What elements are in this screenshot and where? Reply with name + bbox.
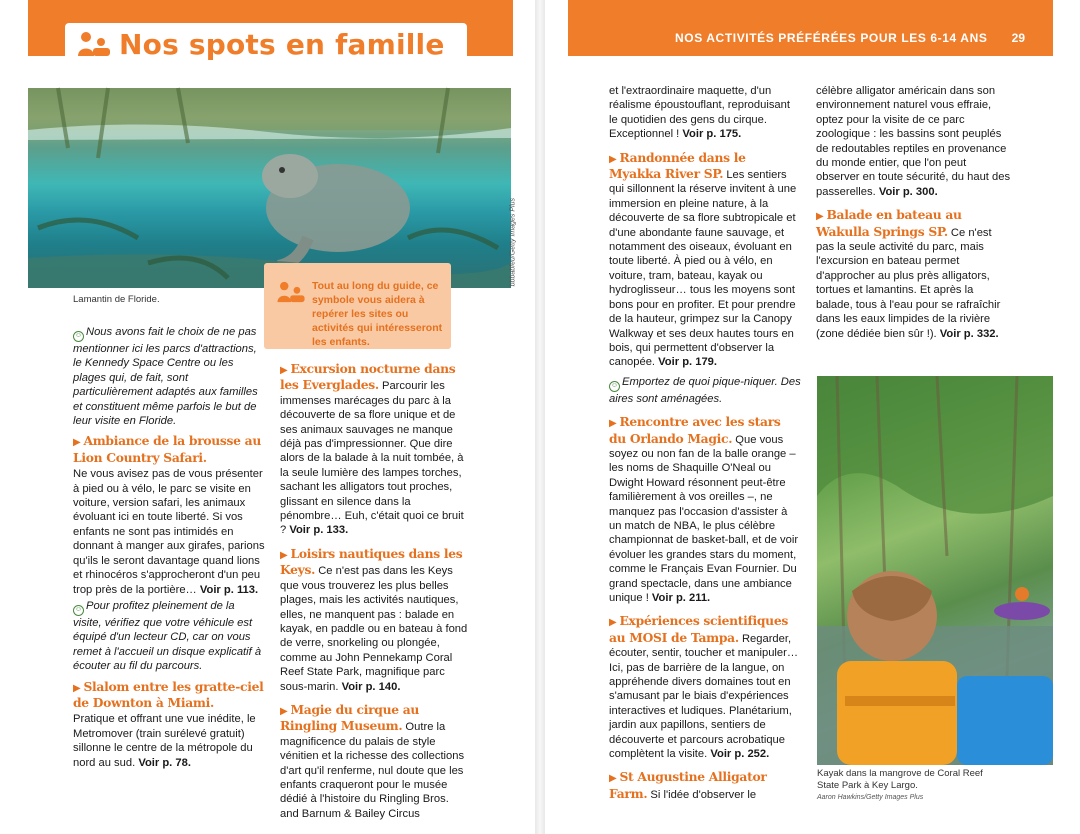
tip-text: Emportez de quoi pique-niquer. Des aires sont aménagées. xyxy=(609,375,801,405)
page-ref: Voir p. 113. xyxy=(199,583,259,596)
photo-credit: bbbabfeu/Getty Images Plus xyxy=(509,198,516,287)
kayak-photo xyxy=(817,376,1053,765)
page-title: Nos spots en famille xyxy=(119,27,445,61)
callout-box xyxy=(264,263,451,349)
section-heading: Excursion nocturne dans les Everglades. xyxy=(280,361,456,393)
section-heading: Balade en bateau au Wakulla Springs SP. xyxy=(816,207,962,239)
photo-caption: Lamantin de Floride. xyxy=(73,294,160,305)
section-body: célèbre alligator américain dans son environnement naturel vous effraie, optez pour la visite de ce parc zoologique : les bassins sont peuplés de redoutables reptiles en provenance du monde entier, que l'on peut observer en toute sécurité, du haut des passerelles. xyxy=(816,85,1011,198)
page-gutter xyxy=(535,0,545,834)
bullet-arrow-icon: ▶ xyxy=(280,705,291,717)
bullet-arrow-icon: ▶ xyxy=(280,365,291,376)
bullet-arrow-icon: ▶ xyxy=(609,418,620,430)
kayak-illustration xyxy=(817,376,1053,765)
section-heading: Ambiance de la brousse au Lion Country Safari. xyxy=(73,433,261,465)
section-heading: St Augustine Alligator Farm. xyxy=(609,769,767,801)
section-title-box xyxy=(65,23,467,65)
intro-note: Nous avons fait le choix de ne pas mentionner ici les parcs d'attractions, le Kennedy Space Centre ou les plages qui, de fait, sont particulièrement adaptés aux familles et constituent même parfois le but de leur visite en Floride. xyxy=(73,326,258,428)
page-number: 29 xyxy=(1011,31,1025,45)
section-body: Ne vous avisez pas de vous présenter à pied ou à vélo, le parc se visite en voiture, version safari, les animaux évoluant ici en toute liberté. Si vos enfants ne sont pas intimidés en donnant à manger aux girafes, parions qu'ils le seront davantage quand lions et rhinocéros s'approcheront d'un peu trop près de la portière… xyxy=(73,468,265,596)
section-body: Les sentiers qui sillonnent la réserve invitent à une immersion en pleine nature, à la découverte de sa flore subtropicale et d'une abondante faune sauvage, et notamment des oiseaux, évoluant en toute liberté. À pied ou à vélo, en voiture, tram, bateau, kayak ou hydroglisseur… tous les moyens sont bons pour en profiter. Et pour prendre de la hauteur, grimpez sur la Canopy Walkway et ses deux hautes tours en bois, qui permettent d'observer la canopée. xyxy=(609,169,797,369)
right-page xyxy=(545,0,1080,834)
page-ref: Voir p. 133. xyxy=(289,524,349,537)
section-body: Ce n'est pas dans les Keys que vous trouverez les plus belles plages, mais les activités nautiques, elles, ne manquent pas : balade en kayak, en paddle ou en bateau à fond de verre, snorkeling ou plongée, comme au John Pennekamp Coral Reef State Park, magnifique parc sous-marin. xyxy=(280,565,468,693)
manatee-illustration xyxy=(28,88,511,288)
family-icon xyxy=(276,281,306,303)
section-body: Outre la magnificence du palais de style vénitien et la richesse des collections d'art qu'il renferme, nul doute que les enfants craqueront pour le musée dédié à l'histoire du Ringling Bros. and Barnum & Bailey Circus xyxy=(280,721,465,820)
photo-caption: Kayak dans la mangrove de Coral Reef State Park à Key Largo. xyxy=(817,768,983,791)
section-heading: Randonnée dans le Myakka River SP. xyxy=(609,149,746,182)
tip-icon: ☺ xyxy=(73,331,84,342)
running-title: NOS ACTIVITÉS PRÉFÉRÉES POUR LES 6-14 ANS xyxy=(675,31,988,45)
right-column-2 xyxy=(816,84,1012,346)
left-column-2 xyxy=(280,362,470,826)
right-column-1 xyxy=(609,84,801,807)
page-ref: Voir p. 78. xyxy=(138,756,191,769)
section-body: et l'extraordinaire maquette, d'un réalisme époustouflant, reproduisant le quotidien des gens du cirque. Exceptionnel ! xyxy=(609,85,790,141)
page-ref: Voir p. 211. xyxy=(651,592,711,604)
page-ref: Voir p. 252. xyxy=(710,748,770,761)
bullet-arrow-icon: ▶ xyxy=(609,617,620,629)
family-icon xyxy=(77,31,111,57)
tip-icon: ☺ xyxy=(73,605,84,616)
section-body: Si l'idée d'observer le xyxy=(647,788,757,801)
callout-text: Tout au long du guide, ce symbole vous aidera à repérer les sites ou activités qui intéresseront les enfants. xyxy=(312,280,443,348)
page-ref: Voir p. 332. xyxy=(939,327,999,340)
section-body: Parcourir les immenses marécages du parc à la découverte de sa flore unique et de ses animaux sauvages ne manque déjà pas d'impressionner. Que dire alors de la balade à la nuit tombée, à la seule lumière des lampes torches, sachant les alligators tout proches, glissant en silence dans la pénombre… Euh, c'était quoi ce bruit ? xyxy=(280,380,464,537)
left-page xyxy=(0,0,535,834)
bullet-arrow-icon: ▶ xyxy=(816,211,827,223)
bullet-arrow-icon: ▶ xyxy=(73,437,84,449)
section-body: Pratique et offrant une vue inédite, le Metromover (train surélevé gratuit) sillonne le centre de la métropole du nord au sud. xyxy=(73,713,256,769)
header-bar xyxy=(568,0,1053,56)
section-heading: Rencontre avec les stars du Orlando Magic. xyxy=(609,414,781,446)
bullet-arrow-icon: ▶ xyxy=(609,153,620,165)
page-ref: Voir p. 300. xyxy=(878,185,938,198)
manatee-photo xyxy=(28,88,516,288)
bullet-arrow-icon: ▶ xyxy=(280,549,291,561)
section-body: Ce n'est pas la seule activité du parc, mais l'excursion en bateau permet d'approcher au plus près alligators, tortues et lamantins. Et après la balade, tous à l'eau pour se rafraîchir dans les eaux limpides de la rivière (zone dédiée bien sûr !). xyxy=(816,226,1001,340)
page-ref: Voir p. 179. xyxy=(658,356,718,369)
section-heading: Magie du cirque au Ringling Museum. xyxy=(280,701,420,734)
page-ref: Voir p. 175. xyxy=(682,128,742,141)
tip-text: Pour profitez pleinement de la visite, vérifiez que votre véhicule est équipé d'un lecteur CD, car on vous remet à l'accueil un disque explicatif à écouter au fil du parcours. xyxy=(73,599,262,673)
photo-credit: Aaron Hawkins/Getty Images Plus xyxy=(817,794,924,801)
section-heading: Slalom entre les gratte-ciel de Downton à Miami. xyxy=(73,678,264,710)
section-heading: Expériences scientifiques au MOSI de Tampa. xyxy=(609,613,788,645)
left-column-1 xyxy=(73,325,265,770)
section-body: Que vous soyez ou non fan de la balle orange – les noms de Shaquille O'Neal ou Dwight Howard résonnent peut-être familièrement à vos oreilles –, ne manquez pas l'occasion d'assister à un match de NBA, le plus célèbre championnat de basket-ball, et de voir évoluer les grandes stars du moment, comme le Français Evan Fournier. Du grand spectacle, dans une ambiance unique ! xyxy=(609,433,799,604)
section-heading: Loisirs nautiques dans les Keys. xyxy=(280,545,463,578)
bullet-arrow-icon: ▶ xyxy=(73,682,84,694)
tip-icon: ☺ xyxy=(609,381,620,392)
section-body: Regarder, écouter, sentir, toucher et manipuler… Ici, pas de barrière de la langue, on appréhende divers domaines tout en s'amusant par le biais d'expériences interactives et ludiques. Planétarium, jardin aux papillons, sentiers de découverte et parcours acrobatique complètent la visite. xyxy=(609,632,799,761)
page-ref: Voir p. 140. xyxy=(341,680,401,693)
bullet-arrow-icon: ▶ xyxy=(609,773,620,785)
